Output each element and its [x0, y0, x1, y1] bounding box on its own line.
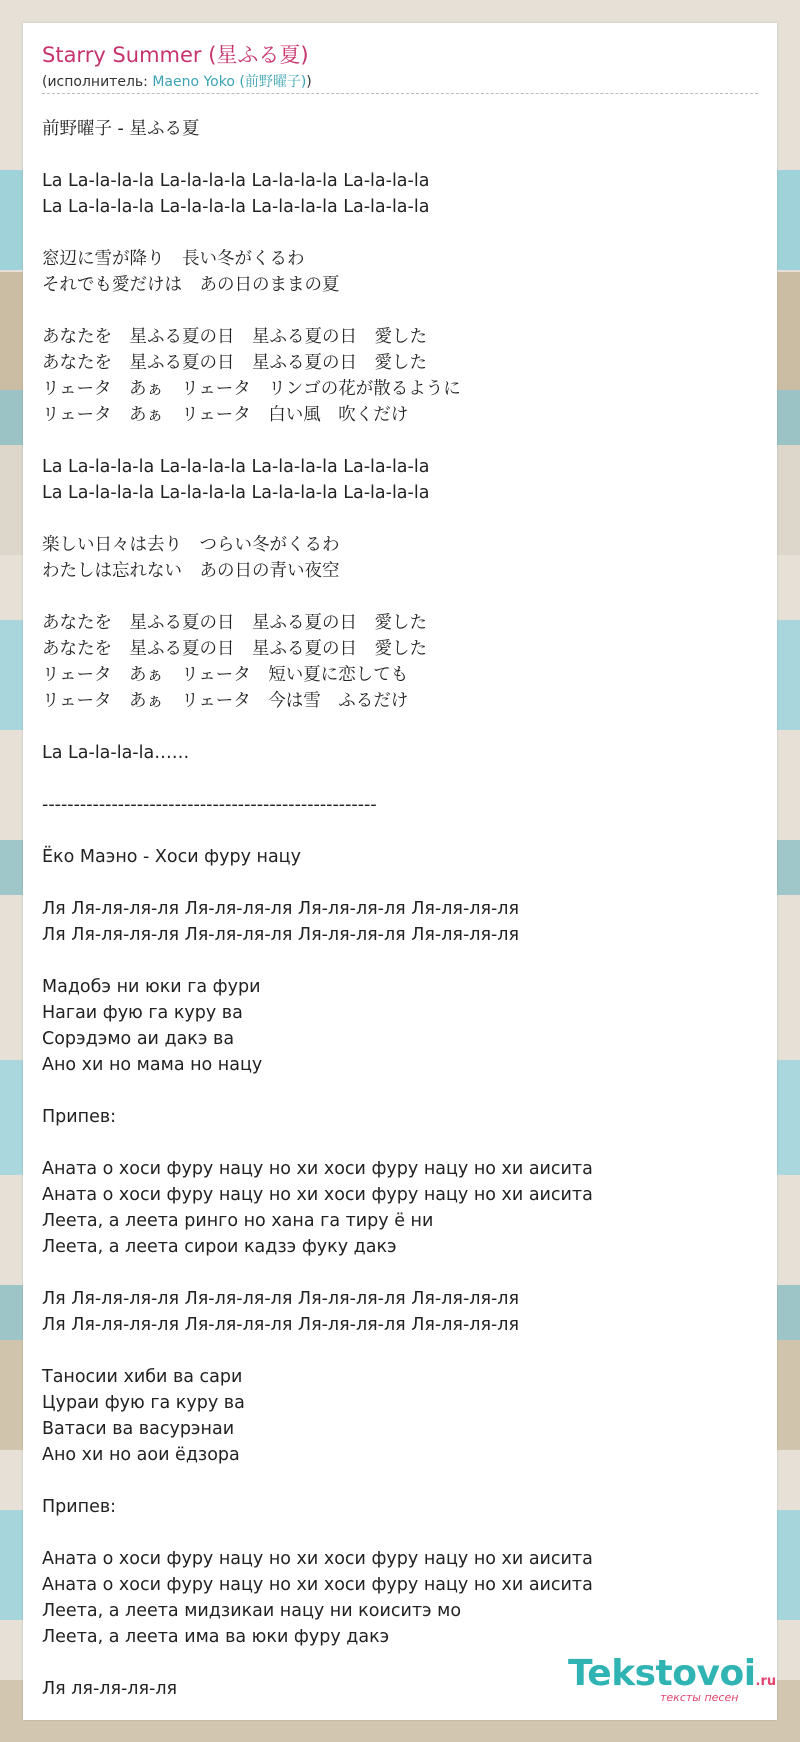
- artist-suffix: ): [306, 74, 312, 90]
- logo-tagline: тексты песен: [660, 1691, 739, 1704]
- title-divider: [42, 93, 758, 94]
- artist-prefix: (исполнитель:: [42, 74, 153, 90]
- song-title: Starry Summer (星ふる夏): [42, 43, 309, 67]
- logo-main-text: Tekstovoi: [568, 1653, 756, 1694]
- site-logo[interactable]: [568, 1653, 777, 1704]
- logo-suffix: .ru: [755, 1674, 777, 1689]
- lyrics-text: 前野曜子 - 星ふる夏 La La-la-la-la La-la-la-la La-la-la-la La-la-la-la La La-la-la-la La-la-la-la La-la-la-la La-la-la-la 窓辺に雪が降り 長い冬がくるわ それでも愛だけは あの日のままの夏 あなたを 星ふる夏の日 星ふる夏の日 愛した あなたを 星ふる夏の日 星ふる夏の日 愛した リェータ あぁ リェータ リンゴの花が散るように リェータ あぁ リェータ 白い風 吹くだけ La La-la-la-la La-la-la-la La-la-la-la La-la-la-la La La-la-la-la La-la-la-la La-la-la-la La-la-la-la 楽しい日々は去り つらい冬がくるわ わたしは忘れない あの日の青い夜空 あなたを 星ふる夏の日 星ふる夏の日 愛した あなたを 星ふる夏の日 星ふる夏の日 愛した リェータ あぁ リェータ 短い夏に恋しても リェータ あぁ リェータ 今は雪 ふるだけ La La-la-la-la…… ----------------------------------------------------- Ёко Маэно - Хоси фуру нацу Ля Ля-ля-ля-ля Ля-ля-ля-ля Ля-ля-ля-ля Ля-ля-ля-ля Ля Ля-ля-ля-ля Ля-ля-ля-ля Ля-ля-ля-ля Ля-ля-ля-ля Мадобэ ни юки га фури Нагаи фую га куру ва Сорэдэмо аи дакэ ва Ано хи но мама но нацу Припев: Аната о хоси фуру нацу но хи хоси фуру нацу но хи аисита Аната о хоси фуру нацу но хи хоси фуру нацу но хи аисита Леета, а леета ринго но хана га тиру ё ни Леета, а леета сирои кадзэ фуку дакэ Ля Ля-ля-ля-ля Ля-ля-ля-ля Ля-ля-ля-ля Ля-ля-ля-ля Ля Ля-ля-ля-ля Ля-ля-ля-ля Ля-ля-ля-ля Ля-ля-ля-ля Таносии хиби ва сари Цураи фую га куру ва Ватаси ва васурэнаи Ано хи но аои ёдзора Припев: Аната о хоси фуру нацу но хи хоси фуру нацу но хи аисита Аната о хоси фуру нацу но хи хоси фуру нацу но хи аисита Леета, а леета мидзикаи нацу ни коиситэ мо Леета, а леета има ва юки фуру дакэ Ля ля-ля-ля-ля: [42, 119, 593, 1699]
- lyrics-card: [23, 23, 777, 1720]
- artist-line: [42, 73, 312, 91]
- artist-link[interactable]: Maeno Yoko (前野曜子): [152, 74, 307, 90]
